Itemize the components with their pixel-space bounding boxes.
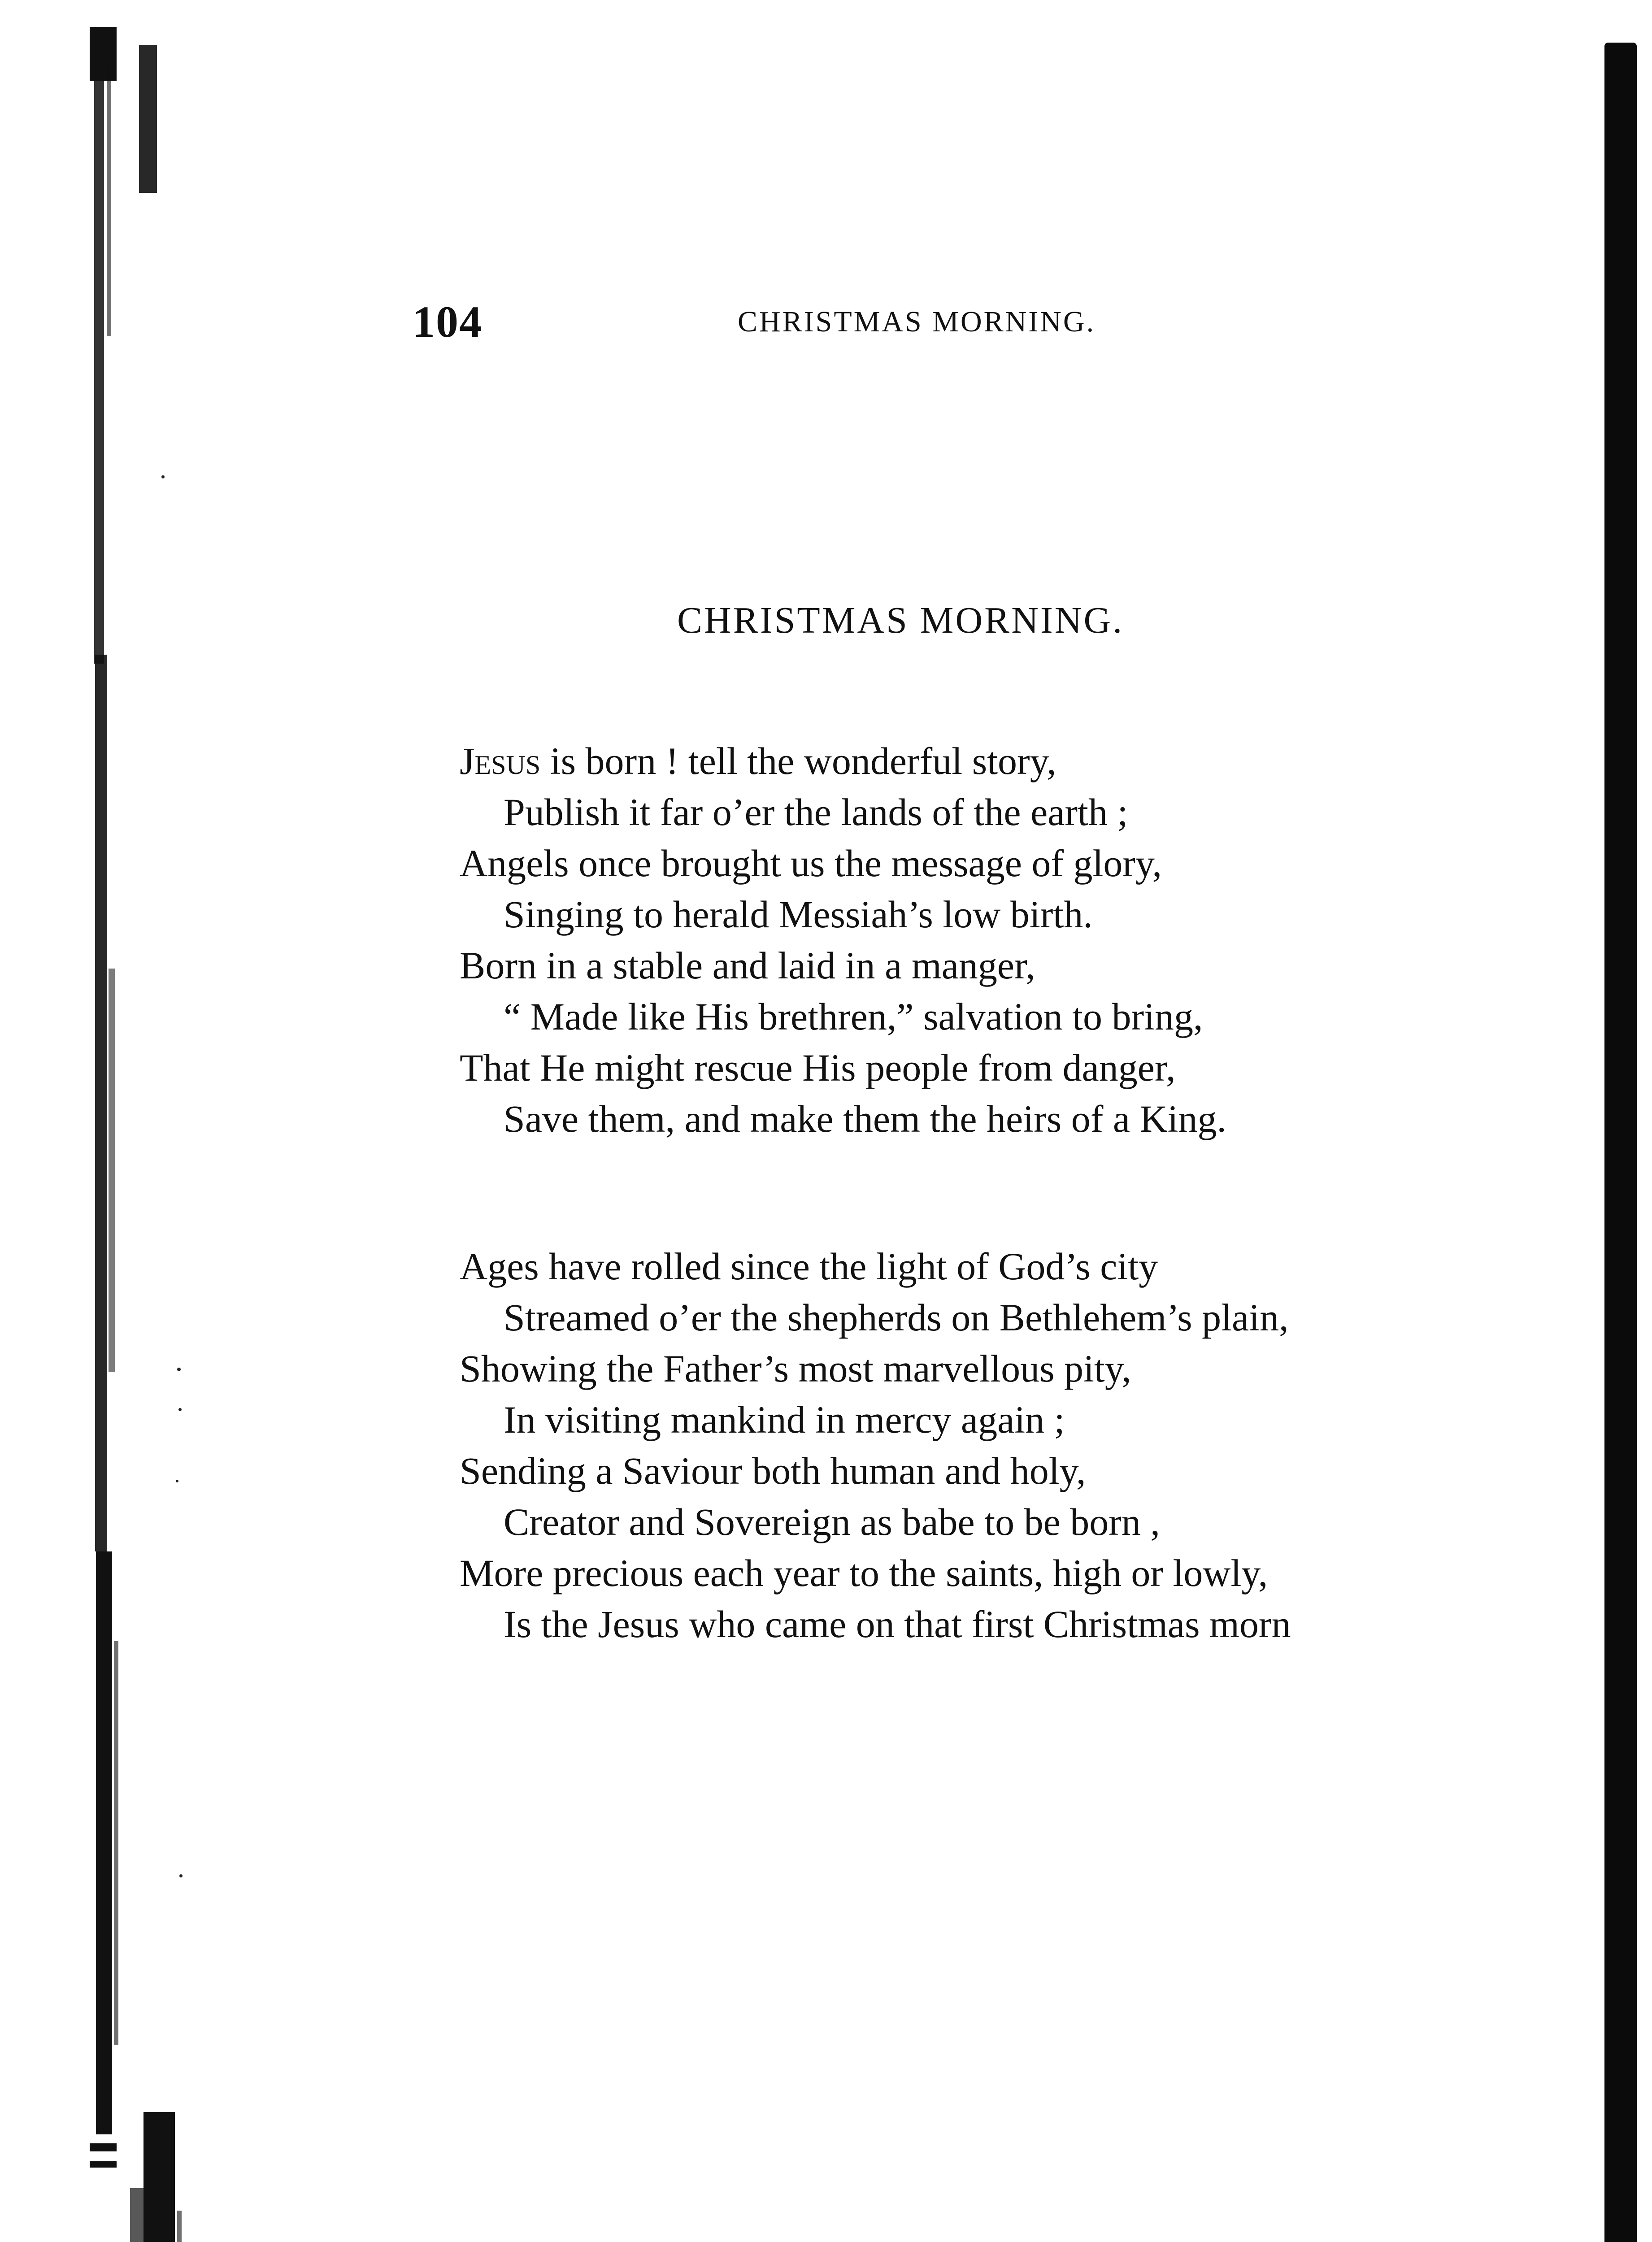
line-text: is born ! tell the wonderful story, — [540, 739, 1056, 782]
page-header — [413, 287, 1175, 350]
poem-line: Creator and Sovereign as babe to be born , — [504, 1500, 1160, 1543]
running-title: CHRISTMAS MORNING. — [738, 305, 1096, 338]
poem-line: Save them, and make them the heirs of a King. — [504, 1097, 1227, 1140]
initial-word: Jesus — [460, 739, 541, 782]
stanza-1 — [460, 735, 1536, 1144]
right-dark-margin — [1604, 43, 1637, 2242]
poem-line: Sending a Saviour both human and holy, — [460, 1449, 1086, 1492]
poem-title: CHRISTMAS MORNING. — [677, 600, 1124, 641]
poem-line — [460, 735, 1536, 786]
poem-line: That He might rescue His people from danger, — [460, 1046, 1176, 1089]
poem-line: In visiting mankind in mercy again ; — [504, 1398, 1065, 1441]
poem-line: Streamed o’er the shepherds on Bethlehem’s plain, — [504, 1296, 1289, 1339]
poem-line: Singing to herald Messiah’s low birth. — [504, 893, 1093, 936]
poem-line: “ Made like His brethren,” salvation to bring, — [504, 995, 1203, 1038]
poem-line: Ages have rolled since the light of God’s city — [460, 1245, 1158, 1288]
poem-line: Showing the Father’s most marvellous pity, — [460, 1347, 1131, 1390]
left-binding-edge — [85, 27, 193, 2242]
poem-line: Publish it far o’er the lands of the earth ; — [504, 791, 1128, 834]
poem-line: Is the Jesus who came on that first Christmas morn — [504, 1603, 1291, 1646]
stanza-2 — [460, 1241, 1536, 1650]
page-number: 104 — [413, 297, 483, 347]
poem-line: More precious each year to the saints, high or lowly, — [460, 1551, 1268, 1595]
poem-line: Born in a stable and laid in a manger, — [460, 944, 1035, 987]
poem-line: Angels once brought us the message of glory, — [460, 842, 1162, 885]
poem-body — [460, 735, 1536, 1650]
